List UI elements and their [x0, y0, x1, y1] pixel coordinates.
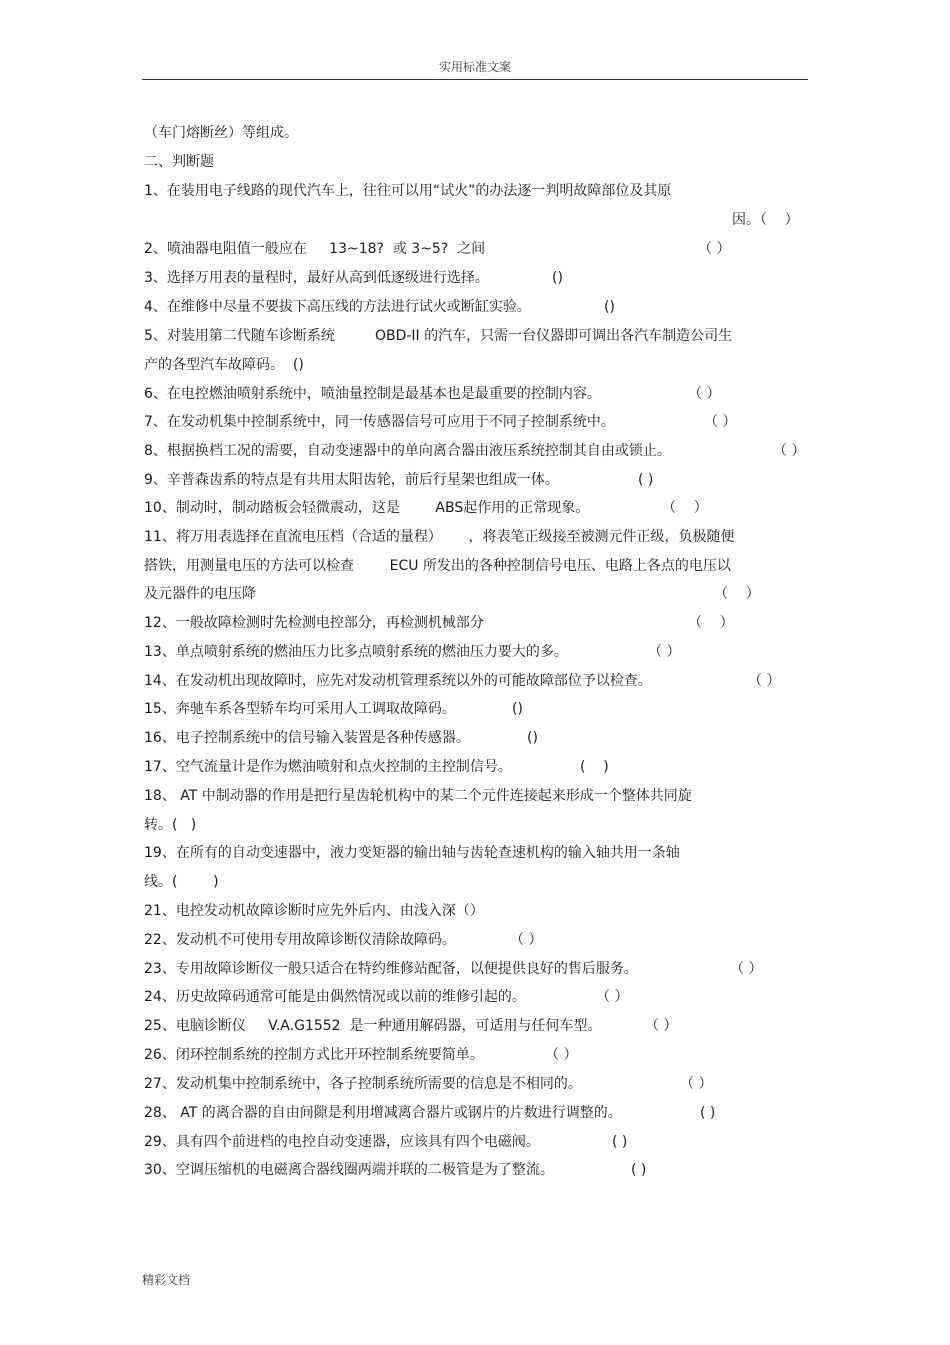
answer-blank: （ ）: [596, 989, 629, 1005]
question-text: 13、单点喷射系统的燃油压力比多点喷射系统的燃油压力要大的多。: [144, 644, 568, 660]
question-text: 1、在装用电子线路的现代汽车上，往往可以用“试火”的办法逐一判明故障部位及其原: [144, 183, 672, 199]
answer-blank: （ ）: [545, 1047, 578, 1063]
question-text: 8、根据换档工况的需要，自动变速器中的单向离合器由液压系统控制其自由或锁止。: [144, 443, 671, 459]
question-text: 6、在电控燃油喷射系统中，喷油量控制是最基本也是最重要的控制内容。: [144, 386, 601, 402]
answer-blank: （ ）: [688, 386, 721, 402]
answer-blank: (): [552, 270, 563, 286]
answer-blank: ( ): [631, 1162, 647, 1178]
answer-blank: （ ）: [648, 644, 681, 660]
answer-blank: （ ）: [680, 1076, 713, 1092]
question-text: 2、喷油器电阻值一般应在 13~18? 或 3~5? 之间: [144, 241, 486, 257]
question-text: 22、发动机不可使用专用故障诊断仪清除故障码。: [144, 932, 456, 948]
question-text: 12、一般故障检测时先检测电控部分，再检测机械部分: [144, 615, 484, 631]
answer-blank: （ ）: [698, 241, 731, 257]
answer-blank: （ ）: [662, 500, 708, 516]
question-text: 25、电脑诊断仪 V.A.G1552 是一种通用解码器，可适用与任何车型。: [144, 1018, 602, 1034]
question-text: 24、历史故障码通常可能是由偶然情况或以前的维修引起的。: [144, 989, 526, 1005]
question-text: 23、专用故障诊断仪一般只适合在特约维修站配备，以便提供良好的售后服务。: [144, 961, 638, 977]
answer-blank: （ ）: [714, 586, 760, 602]
intro-line: （车门熔断丝）等组成。: [144, 125, 298, 141]
answer-blank: （ ）: [748, 673, 781, 689]
question-text: 15、奔驰车系各型轿车均可采用人工调取故障码。: [144, 701, 456, 717]
section-title: 二、判断题: [144, 154, 214, 170]
question-text: 21、电控发动机故障诊断时应先外后内、由浅入深（）: [144, 903, 484, 919]
question-text: 28、 AT 的离合器的自由间隙是利用增减离合器片或钢片的片数进行调整的。: [144, 1105, 622, 1121]
answer-blank: （ ）: [645, 1018, 678, 1034]
question-text: 7、在发动机集中控制系统中，同一传感器信号可应用于不同子控制系统中。: [144, 414, 615, 430]
question-text: 14、在发动机出现故障时，应先对发动机管理系统以外的可能故障部位予以检查。: [144, 673, 652, 689]
question-text: 18、 AT 中制动器的作用是把行星齿轮机构中的某二个元件连接起来形成一个整体共同旋: [144, 788, 692, 804]
question-text: 及元器件的电压降: [144, 586, 256, 602]
question-text: 4、在维修中尽量不要拔下高压线的方法进行试火或断缸实验。: [144, 299, 531, 315]
question-text: 产的各型汽车故障码。 (): [144, 357, 304, 373]
answer-blank: （ ）: [510, 932, 543, 948]
header-rule: [142, 79, 808, 80]
answer-blank: (): [512, 701, 523, 717]
answer-blank: （ ）: [688, 615, 734, 631]
question-text: 3、选择万用表的量程时，最好从高到低逐级进行选择。: [144, 270, 489, 286]
question-text: 5、对装用第二代随车诊断系统 OBD-II 的汽车，只需一台仪器即可调出各汽车制造公司生: [144, 328, 733, 344]
answer-blank: ( ): [700, 1105, 716, 1121]
answer-blank: （ ）: [730, 961, 763, 977]
answer-blank: （ ）: [704, 414, 737, 430]
question-text: 17、空气流量计是作为燃油喷射和点火控制的主控制信号。: [144, 759, 512, 775]
question-text: 16、电子控制系统中的信号输入装置是各种传感器。: [144, 730, 470, 746]
question-text: 线。( ): [144, 874, 219, 890]
question-text: 9、辛普森齿系的特点是有共用太阳齿轮，前后行星架也组成一体。: [144, 472, 559, 488]
question-text: 27、发动机集中控制系统中，各子控制系统所需要的信息是不相同的。: [144, 1076, 582, 1092]
question-text: 26、闭环控制系统的控制方式比开环控制系统要简单。: [144, 1047, 484, 1063]
question-text: 29、具有四个前进档的电控自动变速器，应该具有四个电磁阀。: [144, 1134, 540, 1150]
answer-blank: (): [604, 299, 615, 315]
question-text: 30、空调压缩机的电磁离合器线圈两端并联的二极管是为了整流。: [144, 1162, 554, 1178]
answer-blank: ( ): [612, 1134, 628, 1150]
question-text: 11、将万用表选择在直流电压档（合适的量程） ，将表笔正级接至被测元件正级，负极随便: [144, 529, 735, 545]
question-text: 转。( ): [144, 817, 197, 833]
answer-blank: （ ）: [773, 443, 806, 459]
answer-blank: ( ): [580, 759, 609, 775]
page-footer: 精彩文档: [142, 1273, 191, 1287]
answer-blank: (): [527, 730, 538, 746]
question-text: 10、制动时，制动踏板会轻微震动，这是 ABS起作用的正常现象。: [144, 500, 590, 516]
question-text: 19、在所有的自动变速器中，液力变矩器的输出轴与齿轮查速机构的输入轴共用一条轴: [144, 845, 680, 861]
question-text: 因。（ ）: [732, 212, 799, 228]
answer-blank: ( ): [638, 472, 654, 488]
question-text: 搭铁，用测量电压的方法可以检查 ECU 所发出的各种控制信号电压、电路上各点的电压以: [144, 558, 731, 574]
page-header: 实用标准文案: [438, 60, 511, 74]
